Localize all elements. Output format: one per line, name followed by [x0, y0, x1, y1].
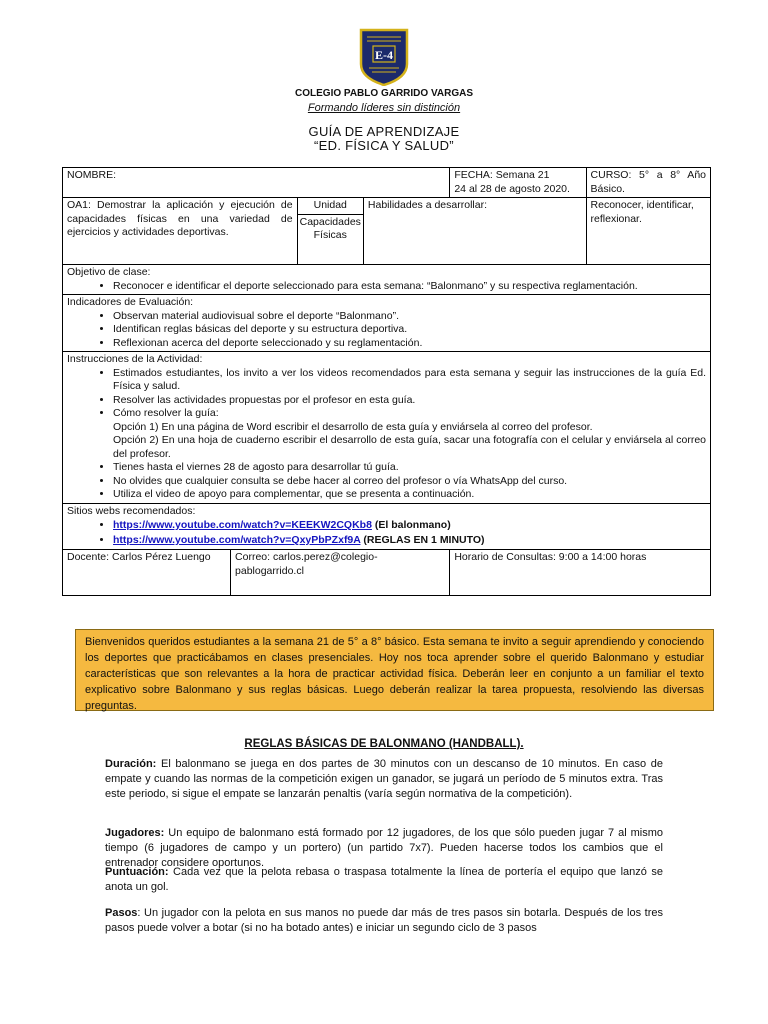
- list-item: • Identifican reglas básicas del deporte y su estructura deportiva.: [113, 323, 706, 337]
- rule-text: Cada vez que la pelota rebasa o traspasa totalmente la línea de portería el equipo que lanzó se anota un gol.: [105, 866, 663, 893]
- habilidades-cell: [586, 198, 710, 265]
- horario-cell: [450, 550, 711, 596]
- oa-text: OA1: Demostrar la aplicación y ejecución de capacidades físicas en una variedad de ejercicios y actividades deportivas.: [67, 199, 293, 238]
- list-item: • Utiliza el video de apoyo para complementar, que se presenta a continuación.: [113, 488, 706, 502]
- link-note: (REGLAS EN 1 MINUTO): [360, 534, 485, 546]
- video-link-reglas[interactable]: https://www.youtube.com/watch?v=QxyPbPZxf9A: [113, 534, 361, 546]
- rule-text: El balonmano se juega en dos partes de 30 minutos con un descanso de 10 minutos. En caso de empate y cuando las normas de la competición exigen un ganador, se jugará un período de 5 minutos extra. Tras este periodo, si sigue el empate se lanzarán penaltis (varía según normativa de la competición).: [105, 758, 663, 800]
- horario-text: Horario de Consultas: 9:00 a 14:00 horas: [454, 551, 647, 563]
- indicadores-cell: [63, 295, 711, 352]
- indicadores-label: Indicadores de Evaluación:: [67, 296, 194, 308]
- docente-cell: [63, 550, 231, 596]
- nombre-cell: [63, 168, 450, 198]
- correo-text: Correo: carlos.perez@colegio-pablogarrido.cl: [235, 551, 378, 577]
- rule-label: Jugadores:: [105, 827, 165, 839]
- correo-cell: [231, 550, 450, 596]
- oa-cell: [63, 198, 298, 265]
- guide-info-table: [62, 167, 711, 596]
- objetivo-list: [67, 280, 706, 294]
- unidad-value: Capacidades Físicas: [299, 215, 361, 241]
- rule-duracion: [105, 757, 663, 802]
- opcion-1: Opción 1) En una página de Word escribir el desarrollo de esta guía y enviársela al correo del profesor.: [113, 420, 593, 433]
- sitios-cell: [63, 503, 711, 550]
- list-item: [113, 518, 706, 533]
- list-item: [113, 407, 706, 461]
- como-resolver-label: • Cómo resolver la guía:: [113, 407, 219, 419]
- sitios-label: Sitios webs recomendados:: [67, 504, 196, 517]
- list-item: • Reflexionan acerca del deporte seleccionado y su reglamentación.: [113, 337, 706, 351]
- school-crest-logo: [359, 28, 409, 86]
- unidad-label: Unidad: [298, 198, 363, 215]
- link-note: (El balonmano): [371, 519, 451, 531]
- guide-title: GUÍA DE APRENDIZAJE: [308, 124, 460, 139]
- rule-label: Duración:: [105, 758, 157, 770]
- logo-text: E-4: [375, 48, 393, 62]
- list-item: • Reconocer e identificar el deporte seleccionado para esta semana: “Balonmano” y su respectiva reglamentación.: [113, 280, 706, 294]
- list-item: • No olvides que cualquier consulta se debe hacer al correo del profesor o vía WhatsApp del curso.: [113, 475, 706, 489]
- habilidades-label: Habilidades a desarrollar:: [367, 199, 487, 211]
- opcion-2: Opción 2) En una hoja de cuaderno escribir el desarrollo de esta guía, sacar una fotografía con el celular y enviársela al correo del profesor.: [113, 434, 706, 460]
- rule-puntuacion: [105, 865, 663, 895]
- school-name: COLEGIO PABLO GARRIDO VARGAS: [295, 88, 473, 99]
- fecha-cell: [450, 168, 586, 198]
- habilidades-text: Reconocer, identificar, reflexionar.: [590, 199, 694, 225]
- objetivo-label: Objetivo de clase:: [67, 266, 151, 278]
- nombre-label: NOMBRE:: [67, 169, 117, 181]
- welcome-text: Bienvenidos queridos estudiantes a la semana 21 de 5° a 8° básico. Esta semana te invito a seguir aprendiendo y conociendo los deportes que practicábamos en clases presenciales. Hoy nos toca aprender sobre el querido Balonmano y estudiar características que son relevantes a la hora de practicar actividad física. Deberán leer en conjunto a un familiar el texto explicativo sobre Balonmano y sus reglas básicas. Luego deberán realizar la tarea propuesta, resolviendo las diversas preguntas.: [85, 636, 704, 712]
- school-motto: Formando líderes sin distinción: [307, 102, 461, 114]
- rule-label: Pasos: [105, 907, 138, 919]
- curso-text: CURSO: 5° a 8° Año Básico.: [590, 169, 706, 195]
- instrucciones-list: [67, 367, 706, 502]
- list-item: • Estimados estudiantes, los invito a ver los videos recomendados para esta semana y seguir las instrucciones de la guía Ed. Física y salud.: [113, 367, 706, 394]
- objetivo-cell: [63, 265, 711, 295]
- fecha-week: FECHA: Semana 21: [454, 169, 550, 181]
- habilidades-label-cell: [363, 198, 586, 265]
- indicadores-list: [67, 310, 706, 351]
- rule-label: Puntuación:: [105, 866, 169, 878]
- instrucciones-label: Instrucciones de la Actividad:: [67, 353, 203, 365]
- rules-title: REGLAS BÁSICAS DE BALONMANO (HANDBALL).: [244, 738, 524, 750]
- list-item: • Observan material audiovisual sobre el deporte “Balonmano”.: [113, 310, 706, 324]
- docente-text: Docente: Carlos Pérez Luengo: [67, 551, 211, 563]
- rule-text: Un equipo de balonmano está formado por 12 jugadores, de los que sólo pueden jugar 7 al mismo tiempo (6 jugadores de campo y un portero) (un partido 7x7). Pueden hacerse todos los cambios que el entrenador considere oportunos.: [105, 827, 663, 869]
- list-item: • Tienes hasta el viernes 28 de agosto para desarrollar tú guía.: [113, 461, 706, 475]
- list-item: • Resolver las actividades propuestas por el profesor en esta guía.: [113, 394, 706, 408]
- fecha-dates: 24 al 28 de agosto 2020.: [454, 182, 570, 195]
- rule-text: : Un jugador con la pelota en sus manos no puede dar más de tres pasos sin botarla. Después de los tres pasos puede volver a botar (si no ha botado antes) e iniciar un segundo ciclo de 3 pasos: [105, 907, 663, 934]
- sitios-list: [67, 518, 706, 548]
- unidad-cell: [297, 198, 363, 265]
- instrucciones-cell: [63, 352, 711, 504]
- rule-pasos: [105, 906, 663, 936]
- welcome-box: [75, 629, 714, 711]
- list-item: [113, 533, 706, 548]
- curso-cell: [586, 168, 710, 198]
- guide-subject: “ED. FÍSICA Y SALUD”: [314, 138, 454, 153]
- video-link-balonmano[interactable]: https://www.youtube.com/watch?v=KEEKW2CQKb8: [113, 519, 372, 531]
